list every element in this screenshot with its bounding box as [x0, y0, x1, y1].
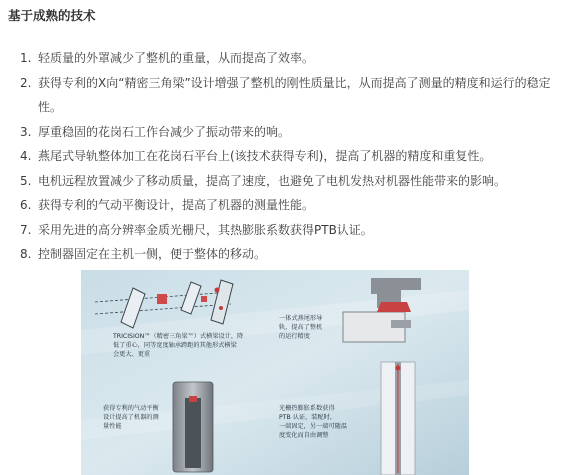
section-heading: 基于成熟的技术	[8, 8, 96, 23]
list-item	[20, 71, 560, 120]
item-text: 电机远程放置减少了移动质量，提高了速度，也避免了电机发热对机器性能带来的影响。	[38, 173, 507, 188]
list-item	[20, 120, 560, 145]
list-item	[20, 46, 560, 71]
item-number: 5.	[20, 173, 32, 188]
scale-drawing	[381, 362, 415, 475]
tricision-label-line: TRICISION™（精密三角梁™）式横梁设计，降	[113, 333, 244, 340]
item-number: 1.	[20, 51, 32, 65]
balance-label-line: 获得专利的气动平衡	[103, 405, 159, 412]
balance-label-line: 量性能	[103, 423, 122, 430]
item-number: 6.	[20, 198, 32, 212]
item-number: 2.	[20, 75, 32, 90]
air-balance-drawing	[173, 382, 213, 472]
balance-label-line: 设计提高了机器的测	[103, 414, 159, 421]
dovetail-label-line: 的运行精度	[279, 333, 310, 340]
item-text: 厚重稳固的花岗石工作台减少了振动带来的响。	[38, 124, 291, 139]
machine-feature-illustration	[81, 270, 469, 475]
scale-label-line: 一端固定，另一端可随温	[279, 423, 348, 430]
tricision-label-line: 会更大、更重	[113, 351, 151, 358]
item-number: 8.	[20, 247, 32, 261]
list-item	[20, 242, 560, 267]
item-number: 7.	[20, 222, 32, 237]
list-item	[20, 144, 560, 169]
scale-label-line: PTB 认证，装配时，	[279, 414, 337, 421]
list-item	[20, 193, 560, 218]
item-text: 获得专利的X向“精密三角梁”设计增强了整机的刚性质量比，从而提高了测量的精度和运行的稳定性。	[38, 75, 551, 114]
feature-list	[20, 46, 560, 267]
scale-label-line: 光栅热膨胀系数获得	[279, 405, 335, 412]
item-number: 4.	[20, 149, 32, 163]
item-text: 获得专利的气动平衡设计，提高了机器的测量性能。	[38, 198, 315, 212]
item-text: 控制器固定在主机一侧，便于整体的移动。	[38, 247, 267, 261]
tricision-label-line: 低了重心，同等宽度轴承跨距的其他形式横梁	[113, 342, 237, 349]
item-text: 燕尾式导轨整体加工在花岗石平台上(该技术获得专利)，提高了机器的精度和重复性。	[38, 149, 492, 163]
item-text: 采用先进的高分辨率金质光栅尺，其热膨胀系数获得PTB认证。	[38, 222, 373, 237]
list-item	[20, 169, 560, 194]
dovetail-label-line: 一体式燕尾形导	[279, 315, 323, 322]
item-number: 3.	[20, 124, 32, 139]
item-text: 轻质量的外罩减少了整机的重量，从而提高了效率。	[38, 51, 315, 65]
list-item	[20, 218, 560, 243]
scale-label-line: 度变化而自由调整	[279, 432, 329, 439]
dovetail-label-line: 轨，提高了整机	[279, 324, 323, 331]
